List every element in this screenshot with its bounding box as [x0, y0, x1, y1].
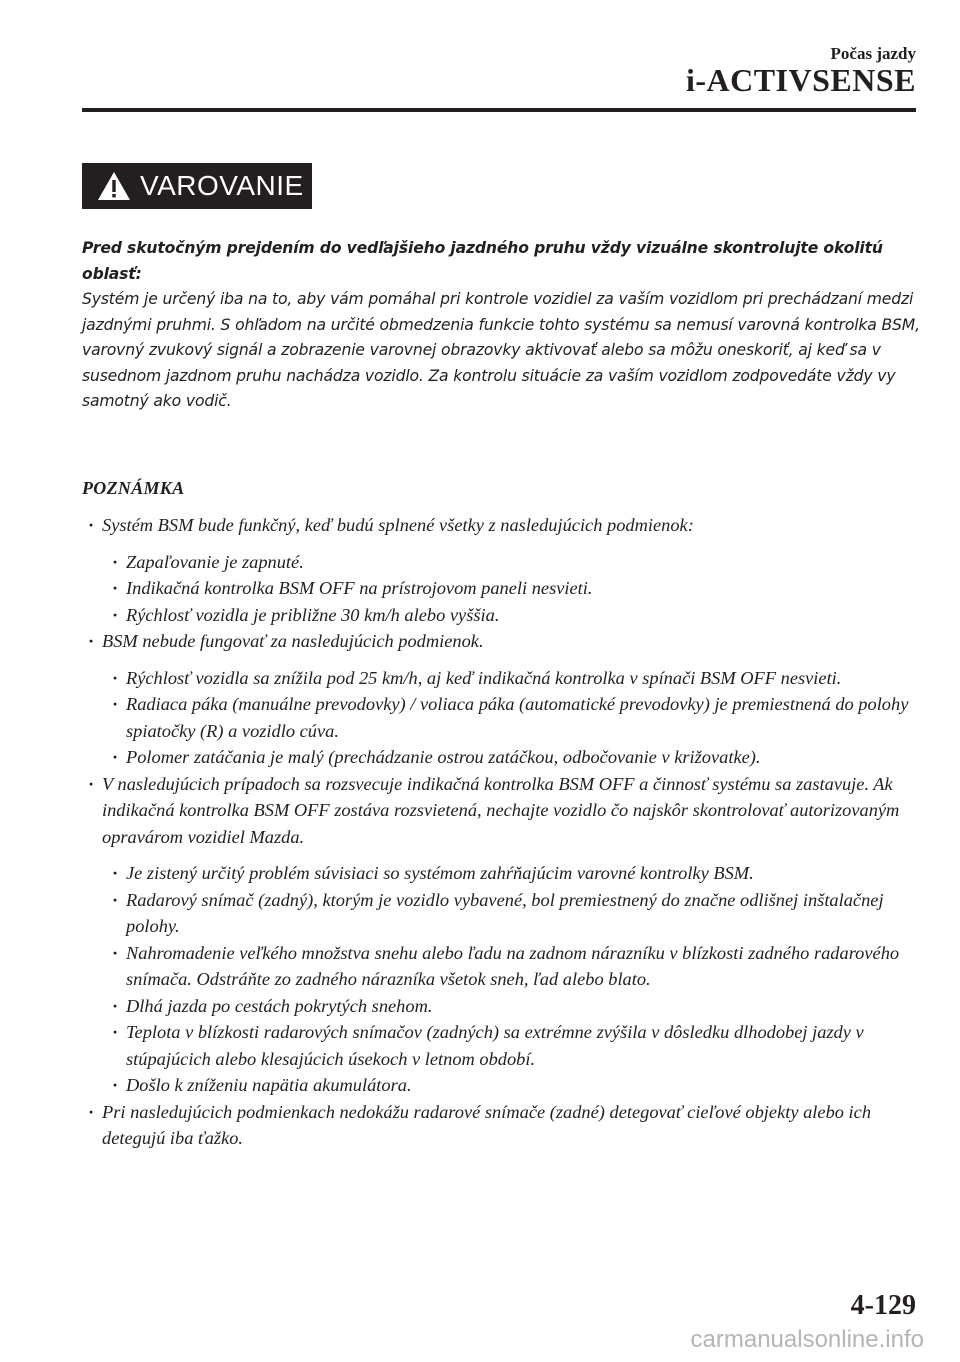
section-title: Počas jazdy [830, 44, 916, 63]
page-number: 4-129 [850, 1290, 916, 1321]
note-item: · Rýchlosť vozidla je približne 30 km/h alebo vyššia. [82, 602, 932, 629]
note-item: · Nahromadenie veľkého množstva snehu alebo ľadu na zadnom nárazníku v blízkosti zadného radarového snímača. Odstráňte zo zadného nárazníka všetok sneh, ľad alebo blato. [82, 940, 932, 993]
note-title: POZNÁMKA [82, 478, 185, 498]
note-item: · Dlhá jazda po cestách pokrytých snehom. [82, 993, 932, 1020]
note-item: · Systém BSM bude funkčný, keď budú splnené všetky z nasledujúcich podmienok: [82, 512, 932, 539]
warning-text [82, 236, 927, 415]
note-item: · Je zistený určitý problém súvisiaci so systémom zahŕňajúcim varovné kontrolky BSM. [82, 860, 932, 887]
header-divider [82, 108, 916, 112]
warning-body: Systém je určený iba na to, aby vám pomáhal pri kontrole vozidiel za vaším vozidlom pri prechádzaní medzi jazdnými pruhmi. S ohľadom na určité obmedzenia funkcie tohto systému sa nemusí varovná kontrolka BSM, varovný zvukový signál a zobrazenie varovnej obrazovky aktivovať alebo sa môžu oneskoriť, aj keď sa v susednom jazdnom pruhu nachádza vozidlo. Za kontrolu situácie za vaším vozidlom zodpovedáte vždy vy samotný ako vodič. [82, 290, 920, 410]
note-item: · V nasledujúcich prípadoch sa rozsvecuje indikačná kontrolka BSM OFF a činnosť systému sa zastavuje. Ak indikačná kontrolka BSM OFF zostáva rozsvietená, nechajte vozidlo čo najskôr skontrolovať autorizovaným opravárom vozidiel Mazda. [82, 771, 932, 851]
warning-label: VAROVANIE [140, 170, 304, 201]
note-item: · Indikačná kontrolka BSM OFF na prístrojovom paneli nesvieti. [82, 575, 932, 602]
note-item: · Teplota v blízkosti radarových snímačov (zadných) sa extrémne zvýšila v dôsledku dlhodobej jazdy v stúpajúcich alebo klesajúcich úsekoch v letnom období. [82, 1019, 932, 1072]
note-item: · Pri nasledujúcich podmienkach nedokážu radarové snímače (zadné) detegovať cieľové objekty alebo ich detegujú iba ťažko. [82, 1099, 932, 1152]
warning-banner [82, 163, 312, 209]
note-list [82, 512, 932, 1152]
warning-triangle-icon [96, 170, 132, 202]
note-item: · BSM nebude fungovať za nasledujúcich podmienok. [82, 628, 932, 655]
note-item: · Radiaca páka (manuálne prevodovky) / voliaca páka (automatické prevodovky) je premiestnená do polohy spiatočky (R) a vozidlo cúva. [82, 691, 932, 744]
note-item: · Rýchlosť vozidla sa znížila pod 25 km/h, aj keď indikačná kontrolka v spínači BSM OFF nesvieti. [82, 665, 932, 692]
watermark: carmanualsonline.info [690, 1326, 924, 1353]
note-item: · Došlo k zníženiu napätia akumulátora. [82, 1072, 932, 1099]
chapter-title: i-ACTIVSENSE [685, 62, 916, 98]
page-header [686, 44, 916, 99]
note-item: · Zapaľovanie je zapnuté. [82, 549, 932, 576]
note-item: · Polomer zatáčania je malý (prechádzanie ostrou zatáčkou, odbočovanie v križovatke). [82, 744, 932, 771]
note-item: · Radarový snímač (zadný), ktorým je vozidlo vybavené, bol premiestnený do značne odlišnej inštalačnej polohy. [82, 887, 932, 940]
warning-bold-text: Pred skutočným prejdením do vedľajšieho jazdného pruhu vždy vizuálne skontrolujte okolitú oblasť: [82, 239, 883, 283]
